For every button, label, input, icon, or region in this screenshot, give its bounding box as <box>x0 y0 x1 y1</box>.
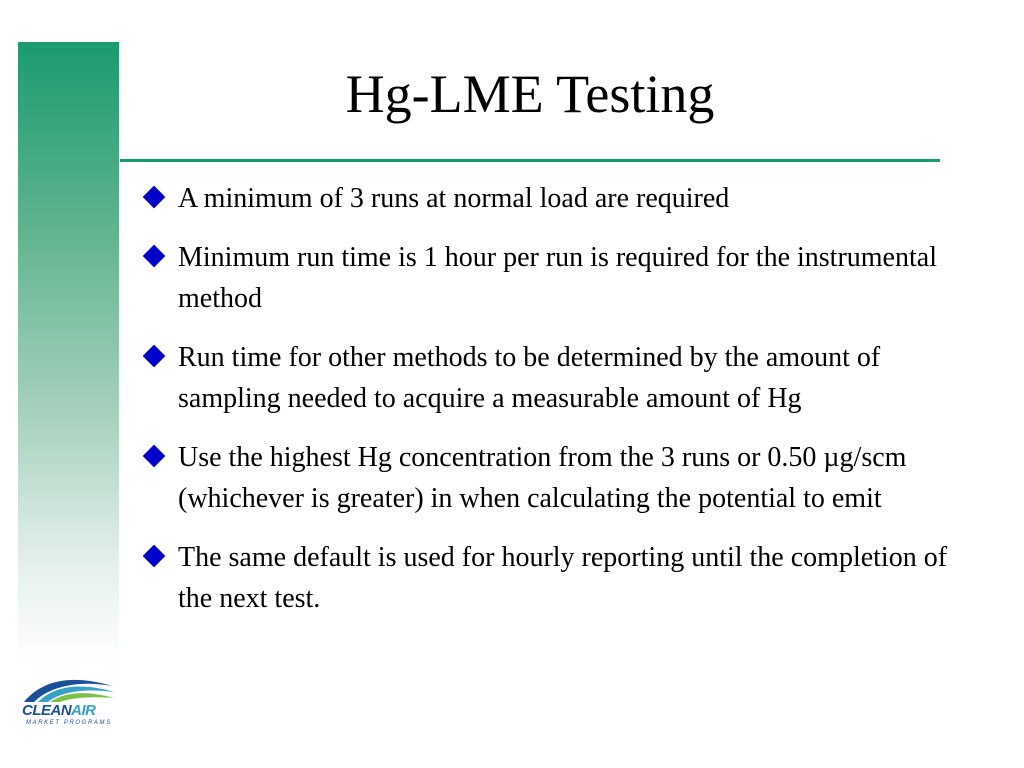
bullet-text: Minimum run time is 1 hour per run is required for the instrumental method <box>178 242 937 314</box>
bullet-item <box>140 237 970 319</box>
bullet-text: The same default is used for hourly reporting until the completion of the next test. <box>178 542 948 614</box>
bullet-item <box>140 337 970 419</box>
diamond-bullet-icon <box>143 186 166 209</box>
logo-subtitle: MARKET PROGRAMS <box>26 720 112 726</box>
logo-word-air: AIR <box>71 702 96 719</box>
diamond-bullet-icon <box>143 445 166 468</box>
bullet-text: Use the highest Hg concentration from the 3 runs or 0.50 µg/scm (whichever is greater) in when calculating the potential to emit <box>178 442 907 514</box>
bullet-item <box>140 437 970 519</box>
title-divider <box>120 159 940 162</box>
logo-word-clean: CLEAN <box>22 702 72 719</box>
green-gradient-side-bar <box>18 42 119 662</box>
diamond-bullet-icon <box>143 545 166 568</box>
diamond-bullet-icon <box>143 345 166 368</box>
logo-wordmark <box>22 702 96 719</box>
slide-title: Hg-LME Testing <box>345 64 715 124</box>
bullet-item <box>140 178 970 219</box>
bullet-text: A minimum of 3 runs at normal load are required <box>178 183 730 214</box>
bullet-text: Run time for other methods to be determined by the amount of sampling needed to acquire a measurable amount of Hg <box>178 342 881 414</box>
diamond-bullet-icon <box>143 245 166 268</box>
bullet-item <box>140 537 970 619</box>
bullet-list <box>140 178 970 637</box>
wave-swoosh-icon <box>20 672 116 704</box>
clean-air-markets-logo <box>20 672 116 732</box>
